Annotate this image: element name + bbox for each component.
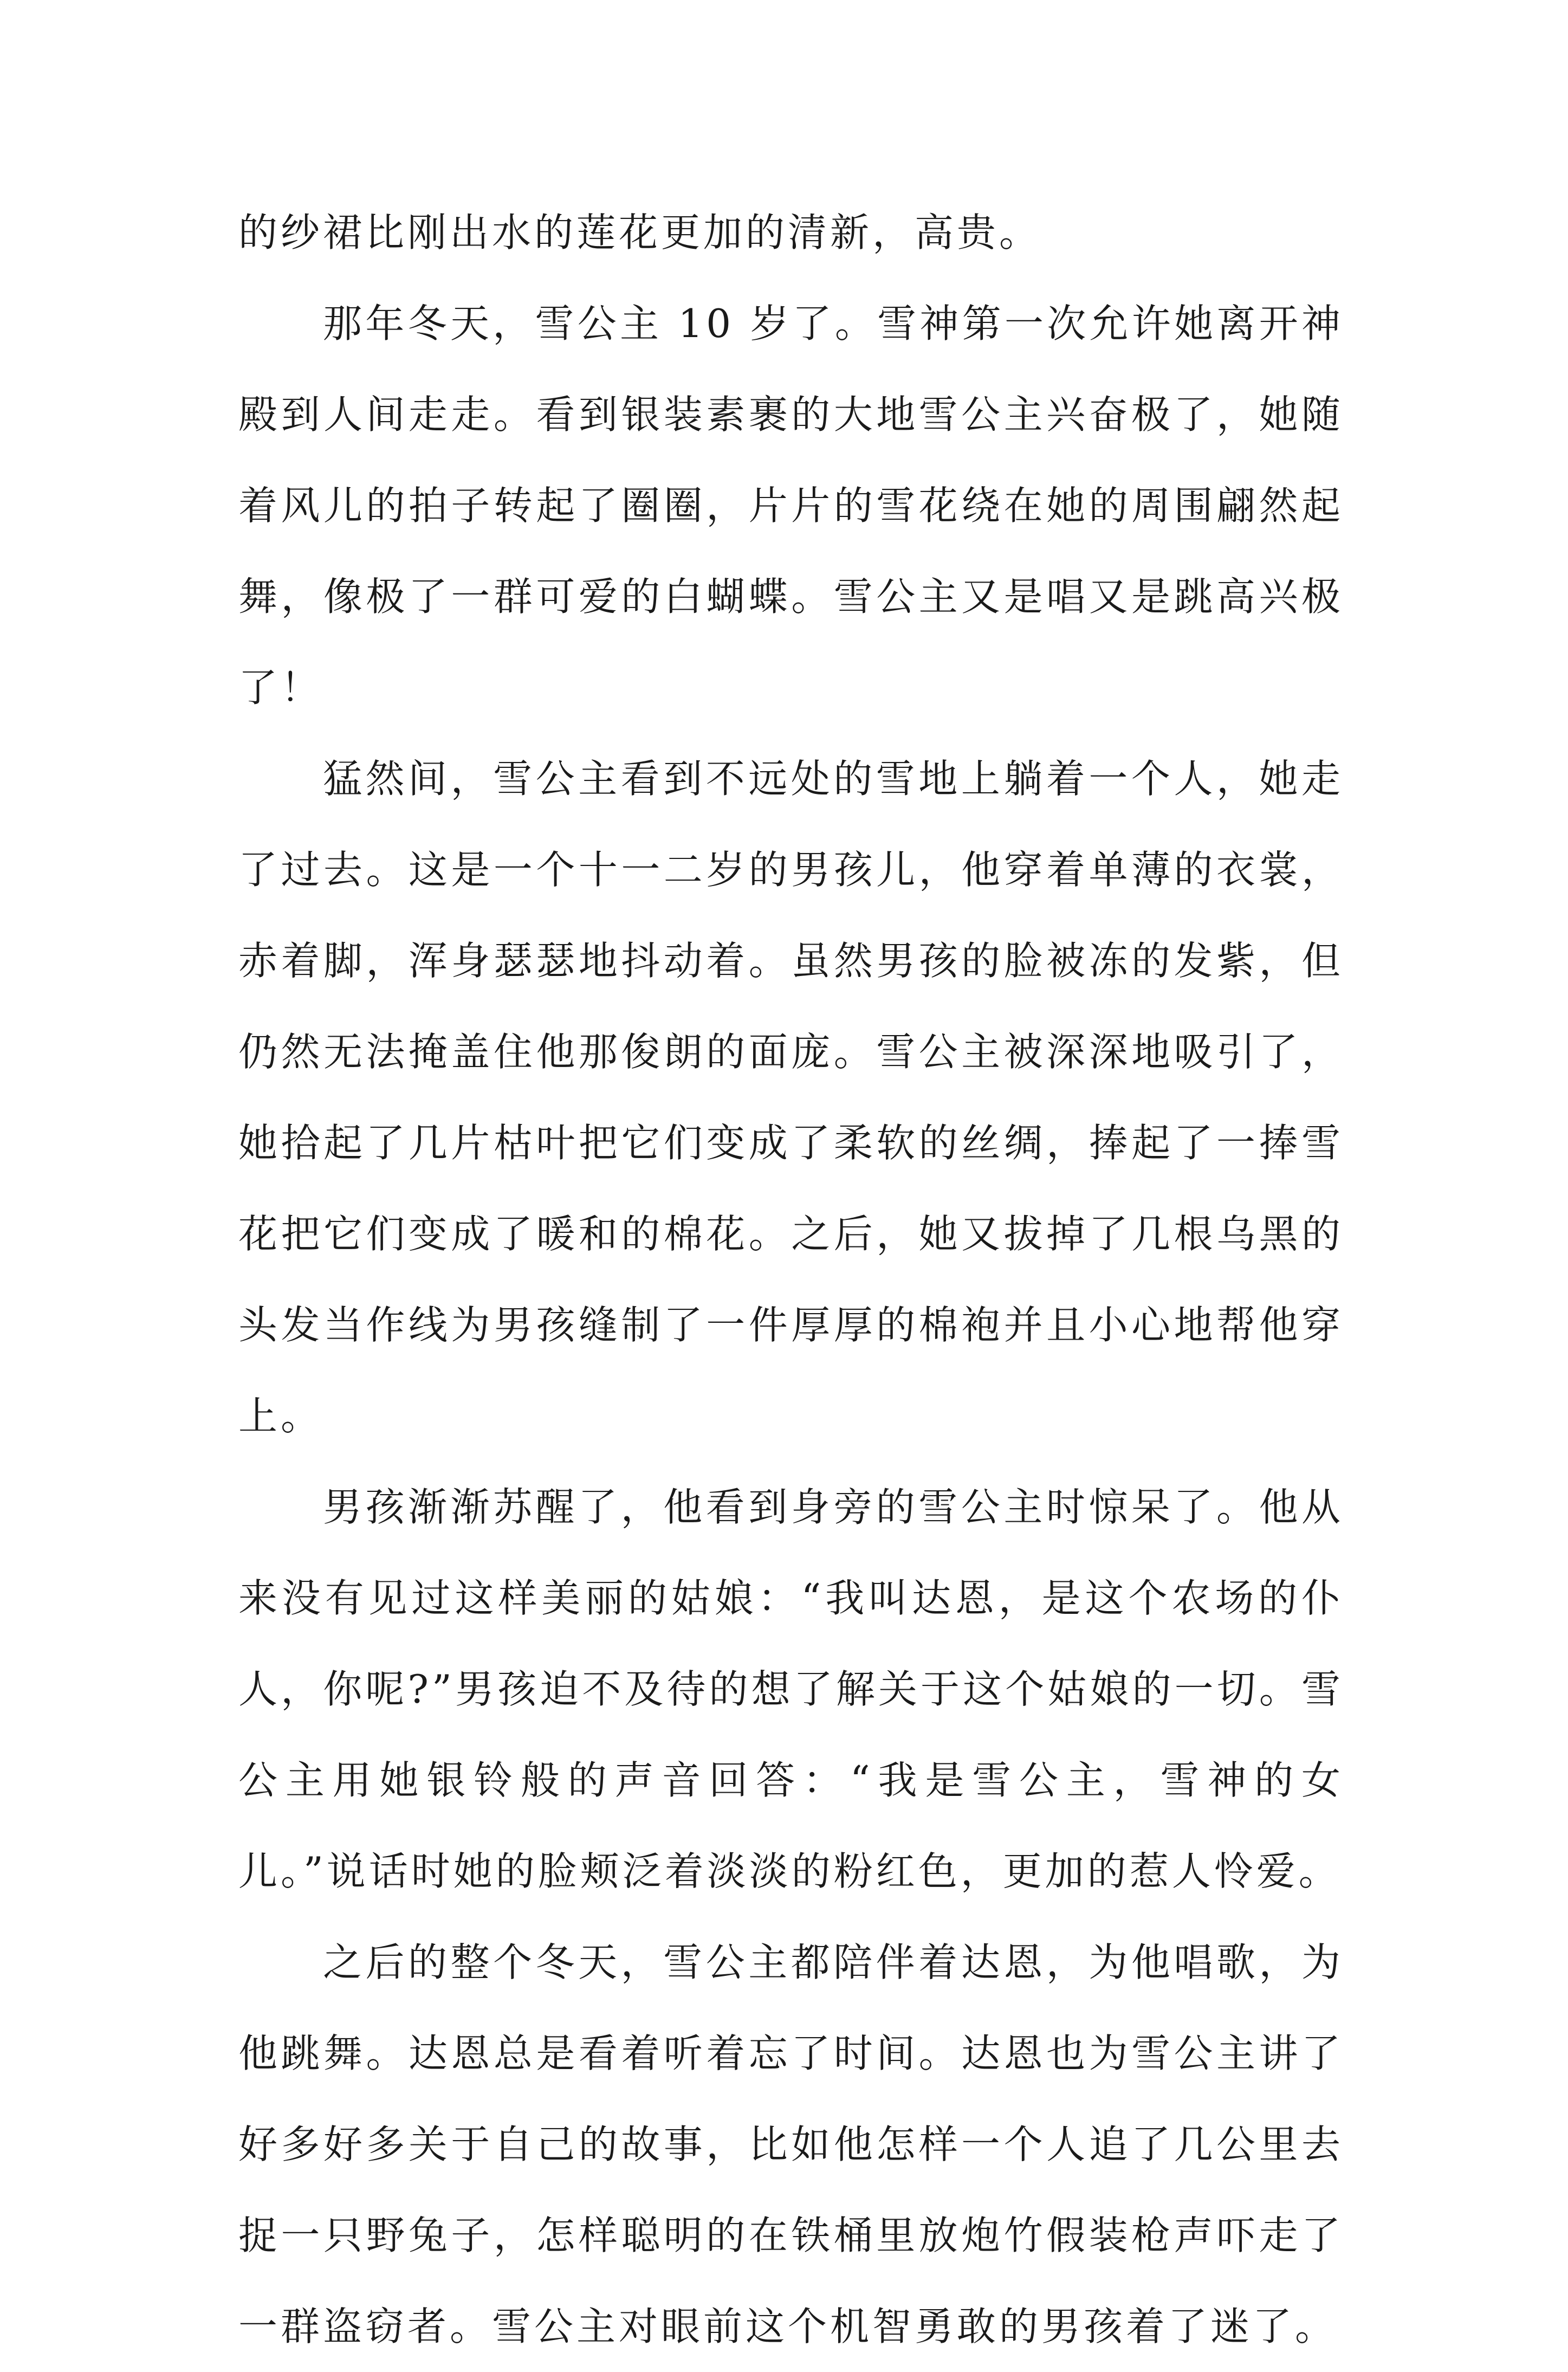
paragraph-winter: 那年冬天，雪公主 10 岁了。雪神第一次允许她离开神殿到人间走走。看到银装素裹的大地雪公主兴奋极了，她随着风儿的拍子转起了圈圈，片片的雪花绕在她的周围翩然起舞，像极了一群可爱的白蝴蝶。雪公主又是唱又是跳高兴极了！ [238, 301, 1344, 710]
paragraph-continuation: 的纱裙比刚出水的莲花更加的清新，高贵。 [238, 210, 1042, 255]
story-text [238, 187, 1344, 2372]
paragraph-boy-wakes: 男孩渐渐苏醒了，他看到身旁的雪公主时惊呆了。他从来没有见过这样美丽的姑娘：“我叫达恩，是这个农场的仆人，你呢?”男孩迫不及待的想了解关于这个姑娘的一切。雪公主用她银铃般的声音回答：“我是雪公主，雪神的女儿。”说话时她的脸颊泛着淡淡的粉红色，更加的惹人怜爱。 [238, 1484, 1344, 1894]
paragraph-whole-winter: 之后的整个冬天，雪公主都陪伴着达恩，为他唱歌，为他跳舞。达恩总是看着听着忘了时间。达恩也为雪公主讲了好多好多关于自己的故事，比如他怎样一个人追了几公里去捉一只野兔子，怎样聪明的在铁桶里放炮竹假装枪声吓走了一群盗窃者。雪公主对眼前这个机智勇敢的男孩着了迷了。 [238, 1940, 1344, 2349]
paragraph-boy-found: 猛然间，雪公主看到不远处的雪地上躺着一个人，她走了过去。这是一个十一二岁的男孩儿，他穿着单薄的衣裳，赤着脚，浑身瑟瑟地抖动着。虽然男孩的脸被冻的发紫，但仍然无法掩盖住他那俊朗的面庞。雪公主被深深地吸引了，她拾起了几片枯叶把它们变成了柔软的丝绸，捧起了一捧雪花把它们变成了暖和的棉花。之后，她又拔掉了几根乌黑的头发当作线为男孩缝制了一件厚厚的棉袍并且小心地帮他穿上。 [238, 756, 1344, 1439]
